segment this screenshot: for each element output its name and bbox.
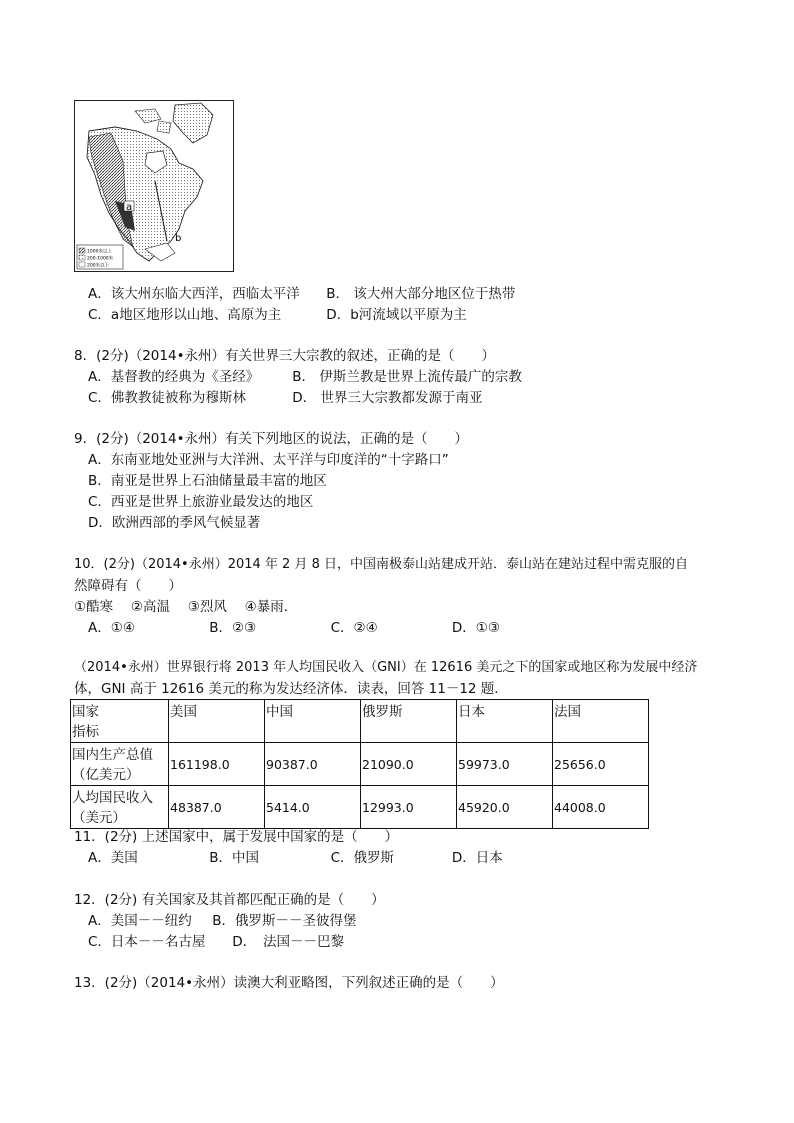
q12-option-b: B．俄罗斯－－圣彼得堡 (212, 913, 357, 929)
q7-option-a: A．该大州东临大西洋，西临太平洋 (88, 286, 300, 302)
q8-stem: 8．(2分)（2014•永州）有关世界三大宗教的叙述，正确的是（ ） (74, 348, 496, 364)
q9-option-b: B．南亚是世界上石油储量最丰富的地区 (88, 473, 327, 489)
row-label-unit: （亿美元） (72, 767, 140, 783)
map-label-a: a (126, 202, 133, 213)
q8-option-b: B． 伊斯兰教是世界上流传最广的宗教 (292, 369, 522, 385)
table-cell: 161198.0 (169, 743, 265, 786)
q12-row-ab (88, 911, 357, 931)
q12-stem: 12．(2分) 有关国家及其首都匹配正确的是（ ） (74, 892, 385, 908)
q11-option-c: C．俄罗斯 (330, 850, 395, 866)
table-cell: 48387.0 (169, 786, 265, 829)
q7-row-ab (88, 284, 515, 304)
q7-option-d: D．b河流域以平原为主 (326, 307, 467, 323)
q7-option-c: C．a地区地形以山地、高原为主 (88, 307, 282, 323)
q12-row-cd (88, 932, 344, 952)
legend-item-1: 1000米以上 (87, 249, 112, 255)
row-label-main: 国内生产总值 (72, 747, 153, 763)
table-cell: 25656.0 (553, 743, 649, 786)
north-america-map (74, 100, 234, 272)
legend-item-2: 200-1000米 (87, 256, 114, 262)
intro-line-1: （2014•永州）世界银行将 2013 年人均国民收入（GNI）在 12616 美元之下的国家或地区称为发展中经济 (74, 660, 698, 675)
q11-stem: 11．(2分) 上述国家中，属于发展中国家的是（ ） (74, 829, 399, 845)
table-header-corner (71, 700, 169, 743)
header-france: 法国 (553, 700, 649, 743)
q9-option-c: C．西亚是世界上旅游业最发达的地区 (88, 494, 314, 510)
q10-option-b: B．②③ (209, 620, 257, 636)
q10-option-d: D．①③ (451, 620, 500, 636)
q9-stem: 9．(2分)（2014•永州）有关下列地区的说法，正确的是（ ） (74, 431, 469, 447)
header-japan: 日本 (457, 700, 553, 743)
q11-option-a: A．美国 (88, 850, 138, 866)
q11-option-d: D．日本 (451, 850, 503, 866)
q10-stem-line-2: 然障碍有（ ） (74, 578, 182, 594)
table-row (71, 786, 649, 829)
q12-option-d: D． 法国－－巴黎 (232, 934, 344, 950)
q10-stem-line-1: 10．(2分)（2014•永州）2014 年 2 月 8 日，中国南极泰山站建成开站．泰山站在建站过程中需克服的自 (74, 557, 688, 572)
q7-option-b: B． 该大州大部分地区位于热带 (326, 286, 516, 302)
q8-row-cd (88, 388, 482, 408)
legend-item-3: 200米以下 (87, 263, 110, 269)
row-label (71, 786, 169, 829)
q10-items: ①酷寒 ②高温 ③烈风 ④暴雨． (74, 599, 298, 615)
q11-option-b: B．中国 (209, 850, 260, 866)
row-label-main: 人均国民收入 (72, 790, 153, 806)
table-cell: 5414.0 (265, 786, 361, 829)
q9-option-a: A．东南亚地处亚洲与大洋洲、太平洋与印度洋的“十字路口” (88, 452, 449, 468)
table-cell: 59973.0 (457, 743, 553, 786)
table-cell: 90387.0 (265, 743, 361, 786)
table-cell: 21090.0 (361, 743, 457, 786)
q12-option-a: A．美国－－纽约 (88, 913, 192, 929)
q10-options (88, 618, 500, 638)
row-label-unit: （美元） (72, 810, 126, 826)
table-cell: 45920.0 (457, 786, 553, 829)
header-usa: 美国 (169, 700, 265, 743)
map-drawing (75, 101, 233, 271)
q10-option-a: A．①④ (88, 620, 135, 636)
q12-option-c: C．日本－－名古屋 (88, 934, 206, 950)
q11-options (88, 848, 503, 868)
q9-option-d: D．欧洲西部的季风气候显著 (88, 515, 261, 531)
gdp-table (70, 699, 649, 829)
table-cell: 44008.0 (553, 786, 649, 829)
table-cell: 12993.0 (361, 786, 457, 829)
table-row (71, 743, 649, 786)
header-china: 中国 (265, 700, 361, 743)
row-label (71, 743, 169, 786)
header-country: 国家 (72, 704, 99, 720)
intro-line-2: 体，GNI 高于 12616 美元的称为发达经济体．读表，回答 11－12 题． (74, 681, 508, 697)
q10-option-c: C．②④ (330, 620, 378, 636)
header-index: 指标 (72, 724, 99, 740)
map-label-b: b (175, 233, 182, 244)
q8-option-a: A．基督教的经典为《圣经》 (88, 369, 260, 385)
header-russia: 俄罗斯 (361, 700, 457, 743)
q7-row-cd (88, 305, 467, 325)
q8-option-d: D． 世界三大宗教都发源于南亚 (292, 390, 483, 406)
table-header-row (71, 700, 649, 743)
q8-row-ab (88, 367, 522, 387)
q8-option-c: C．佛教教徒被称为穆斯林 (88, 390, 246, 406)
q13-stem: 13．(2分)（2014•永州）读澳大利亚略图，下列叙述正确的是（ ） (74, 975, 504, 991)
